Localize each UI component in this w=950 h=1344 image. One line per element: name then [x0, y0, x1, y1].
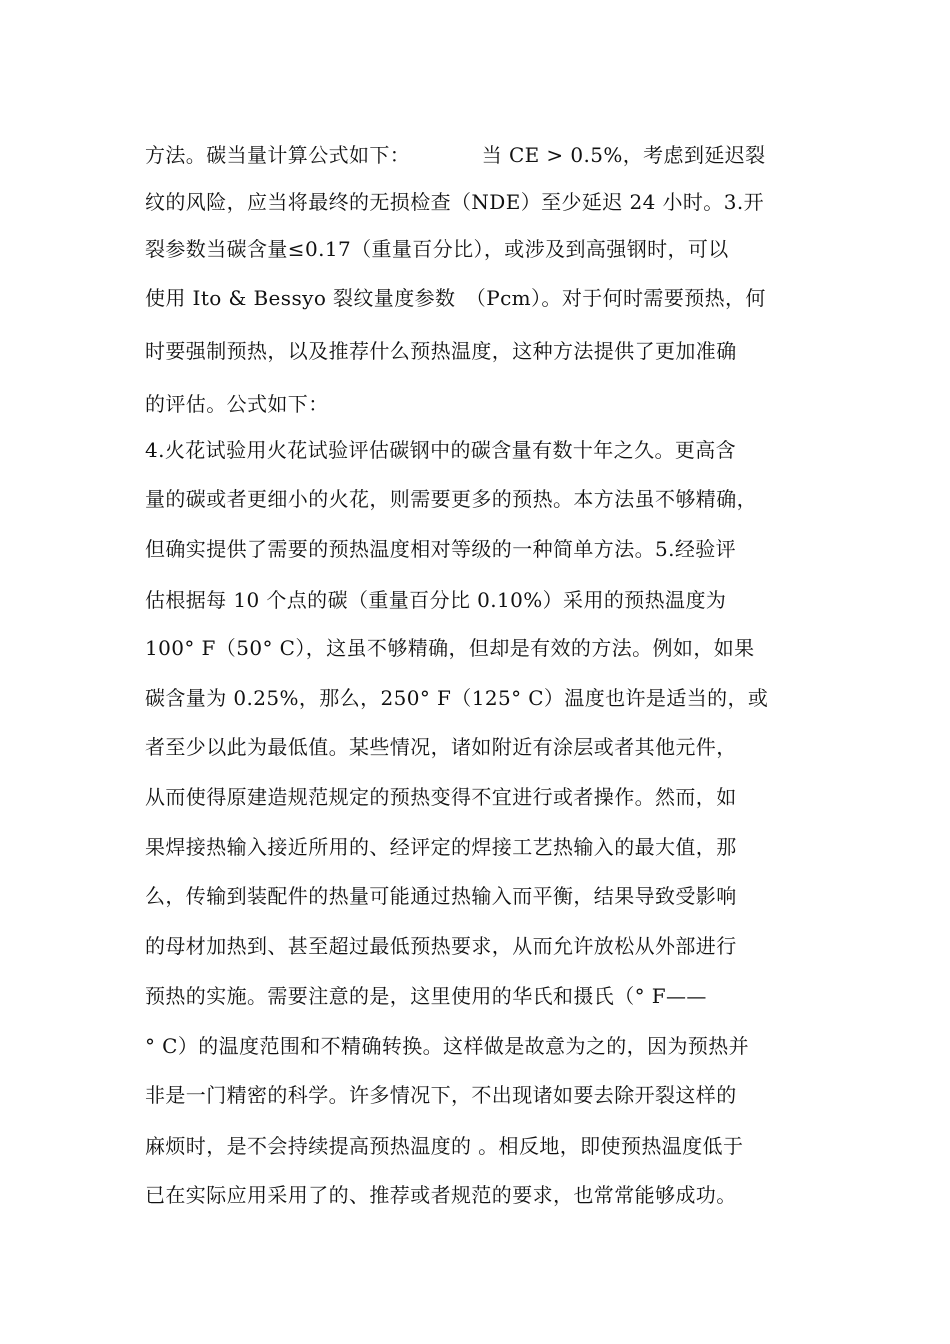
text-line: 么，传输到装配件的热量可能通过热输入而平衡，结果导致受影响	[145, 884, 737, 908]
text-line: 量的碳或者更细小的火花，则需要更多的预热。本方法虽不够精确，	[145, 487, 757, 511]
text-line: 碳含量为 0.25%，那么，250° F（125° C）温度也许是适当的，或	[145, 686, 769, 710]
text-line: 的母材加热到、甚至超过最低预热要求，从而允许放松从外部进行	[145, 934, 737, 958]
text-line: 预热的实施。需要注意的是，这里使用的华氏和摄氏（° F——	[145, 984, 707, 1008]
text-line: 果焊接热输入接近所用的、经评定的焊接工艺热输入的最大值，那	[145, 835, 737, 859]
text-line: 但确实提供了需要的预热温度相对等级的一种简单方法。5.经验评	[145, 537, 737, 561]
text-line: 从而使得原建造规范规定的预热变得不宜进行或者操作。然而，如	[145, 785, 737, 809]
text-line: 4.火花试验用火花试验评估碳钢中的碳含量有数十年之久。更高含	[145, 438, 737, 462]
text-line: 纹的风险，应当将最终的无损检查（NDE）至少延迟 24 小时。3.开	[145, 190, 764, 214]
text-line: 时要强制预热，以及推荐什么预热温度，这种方法提供了更加准确	[145, 339, 737, 363]
text-line: 的评估。公式如下：	[145, 392, 329, 416]
text-line: 方法。碳当量计算公式如下： 当 CE > 0.5%，考虑到延迟裂	[145, 143, 766, 167]
text-line: 者至少以此为最低值。某些情况，诸如附近有涂层或者其他元件，	[145, 735, 737, 759]
text-line: 估根据每 10 个点的碳（重量百分比 0.10%）采用的预热温度为	[145, 588, 727, 612]
text-line: ° C）的温度范围和不精确转换。这样做是故意为之的，因为预热并	[145, 1034, 750, 1058]
text-line: 100° F（50° C），这虽不够精确，但却是有效的方法。例如，如果	[145, 636, 755, 660]
text-line: 使用 Ito & Bessyo 裂纹量度参数 （Pcm）。对于何时需要预热，何	[145, 286, 766, 310]
text-line: 麻烦时，是不会持续提高预热温度的 。相反地，即使预热温度低于	[145, 1134, 744, 1158]
text-line: 已在实际应用采用了的、推荐或者规范的要求，也常常能够成功。	[145, 1183, 737, 1207]
text-line: 裂参数当碳含量≤0.17（重量百分比），或涉及到高强钢时，可以	[145, 237, 729, 261]
text-line: 非是一门精密的科学。许多情况下，不出现诸如要去除开裂这样的	[145, 1083, 737, 1107]
